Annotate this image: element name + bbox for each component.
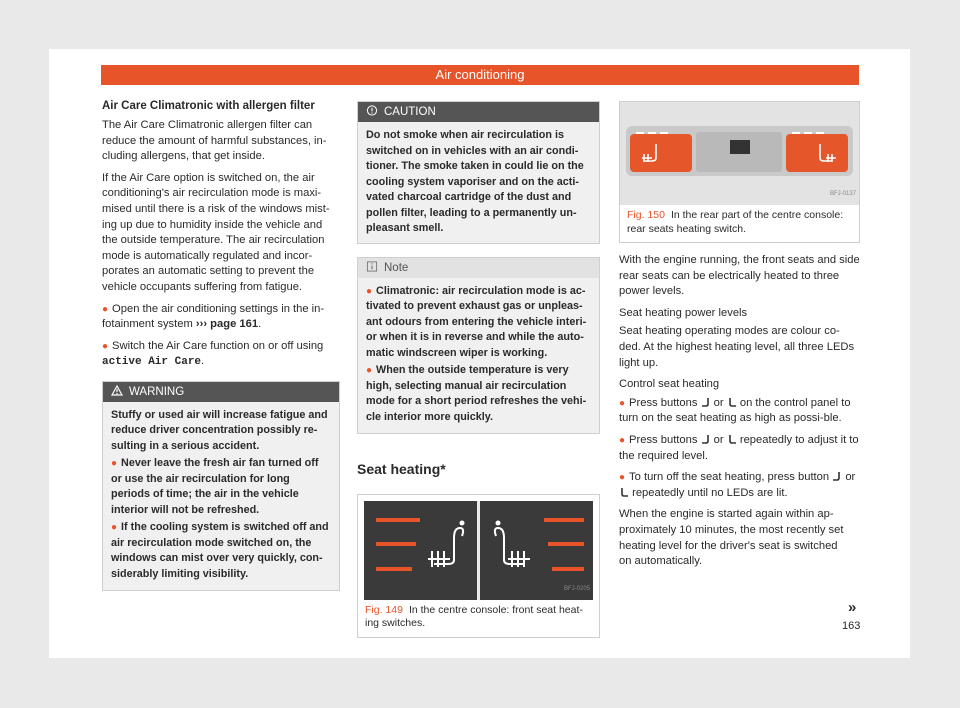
warning-text: Stuffy or used air will increase fatigue and reduce driver concentration possibly re-sulting in a serious accident. [111, 408, 328, 452]
driver-seat-heating-icon [832, 471, 842, 482]
figure-150 [619, 101, 860, 243]
list-item: ● To turn off the seat heating, press button or repeatedly until no LEDs are lit. [619, 471, 856, 499]
bullet-icon: ● [366, 365, 373, 376]
list-item: ● When the outside temperature is very high, selecting manual air recirculation mode for a short period refreshes the vehi-cle interior more quickly. [366, 364, 587, 423]
bullet-icon: ● [111, 458, 118, 470]
rear-seat-switch-illustration [620, 102, 859, 205]
column-2 [357, 101, 600, 638]
list-item: ● If the cooling system is switched off and air recirculation mode switched on, the windows can mist over very quickly, con-siderably limiting visibility. [111, 521, 329, 580]
bullet-icon: ● [102, 303, 109, 315]
driver-seat-heating-icon [701, 434, 711, 445]
driver-seat-heating-icon [701, 397, 711, 408]
info-icon [366, 261, 378, 272]
figure-code: BFJ-0205 [563, 586, 590, 592]
warning-box [102, 381, 340, 592]
page-number: 163 [842, 620, 861, 632]
rear-seat-switch-image [620, 102, 859, 205]
figure-code: BFJ-0137 [829, 191, 856, 198]
seat-heating-switches-image [364, 501, 593, 600]
front-seat-switches-illustration [364, 501, 593, 600]
list-item: ● Open the air conditioning settings in the in-fotainment system ››› page 161. [102, 302, 325, 331]
list-item: ● Switch the Air Care function on or off using active Air Care. [102, 339, 324, 369]
list-item: ● Never leave the fresh air fan turned off or use the air recirculation for long periods of time; the air in the vehicle interior will not be refreshed. [111, 457, 319, 516]
paragraph: With the engine running, the front seats and side rear seats can be electrically heated to three power levels. [619, 254, 860, 298]
paragraph: The Air Care Climatronic allergen filter can reduce the amount of harmful substances, in-cluding allergens, that get inside. [102, 119, 327, 163]
caution-text: Do not smoke when air recirculation is switched on in vehicles with an air condi-tioner. The smoke taken in could lie on the cooling system vaporiser and on the acti-vated charcoal cartridge of the dust and pollen filter, leading to a permanently un-pleasant smell. [366, 129, 584, 234]
list-item: ● Climatronic: air recirculation mode is ac-tivated to prevent exhaust gas or unpleas-ant odours from entering the vehicle interi-or when it is in reverse and while the auto-matic windscreen wiper is working. [366, 284, 587, 359]
subheading: Seat heating power levels [619, 306, 748, 319]
caution-box [357, 101, 600, 244]
section-heading: Air Care Climatronic with allergen filter [102, 100, 315, 112]
paragraph: When the engine is started again within ap-proximately 10 minutes, the most recently set heating level for the driver's seat is switched on automatically. [619, 508, 844, 568]
warning-icon [111, 385, 123, 396]
continue-marker: » [848, 599, 857, 616]
note-box [357, 257, 600, 435]
column-3 [619, 101, 860, 576]
bullet-icon: ● [111, 522, 118, 534]
column-1 [102, 99, 340, 591]
subheading: Control seat heating [619, 378, 720, 391]
caution-header: CAUTION [358, 102, 599, 122]
passenger-seat-heating-icon [727, 434, 737, 445]
bullet-icon: ● [619, 434, 626, 446]
paragraph: Seat heating operating modes are colour co-ded. At the highest heating level, all three LEDs light up. [619, 325, 855, 369]
page-header: Air conditioning [101, 65, 859, 85]
passenger-seat-heating-icon [727, 397, 737, 408]
page-link[interactable]: ››› page 161 [195, 318, 259, 331]
list-item: ● Press buttons or on the control panel to turn on the seat heating as high as possi-ble. [619, 396, 851, 425]
list-item: ● Press buttons or repeatedly to adjust it to the required level. [619, 433, 859, 462]
note-header: Note [358, 258, 599, 278]
bullet-icon: ● [619, 397, 626, 409]
figure-149 [357, 494, 600, 638]
warning-header: WARNING [103, 382, 339, 402]
bullet-icon: ● [102, 340, 109, 352]
menu-option-code: active Air Care [102, 356, 202, 369]
caution-icon [366, 105, 378, 116]
bullet-icon: ● [366, 285, 373, 297]
figure-caption: Fig. 150 In the rear part of the centre console: rear seats heating switch. [627, 209, 844, 235]
bullet-icon: ● [619, 472, 626, 484]
figure-caption: Fig. 149 In the centre console: front seat heat-ing switches. [365, 603, 583, 630]
paragraph: If the Air Care option is switched on, the air conditioning's air recirculation mode is maxi-mised until there is a risk of the windows mist-ing up due to humidity inside the vehicle and the outside temperature. The air recirculation mode is automatically regulated and incor-porates an automatic setting to prevent the vehicle occupants suffering from fatigue. [102, 171, 330, 293]
section-title: Seat heating* [357, 461, 446, 477]
passenger-seat-heating-icon [619, 487, 629, 498]
